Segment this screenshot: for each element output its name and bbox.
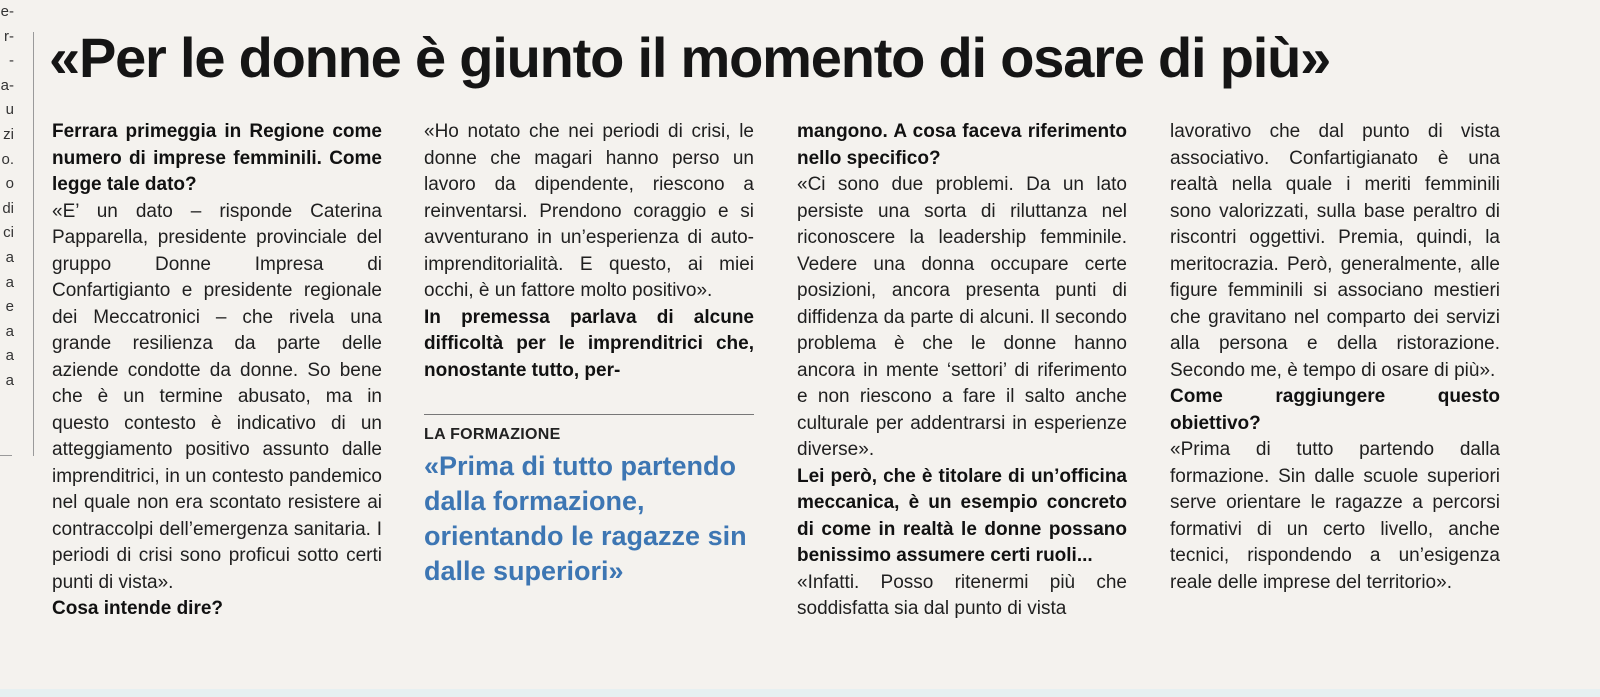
fragment-line: a — [5, 322, 14, 340]
interview-answer: «Infatti. Posso ritenermi più che soddisfatta sia dal punto di vista — [797, 571, 1127, 619]
interview-question: Lei però, che è titolare di un’officina meccanica, è un esempio concreto di come in realtà le donne possano benissimo assumere certi ruoli... — [797, 465, 1127, 566]
fragment-line: ci — [3, 224, 14, 242]
interview-question: Ferrara primeggia in Regione come numero di imprese femminili. Come legge tale dato? — [52, 121, 382, 195]
fragment-line: di — [2, 199, 14, 217]
article-column-4 — [1170, 119, 1500, 596]
interview-answer: «E’ un dato – risponde Caterina Papparella, presidente provinciale del gruppo Donne Impresa di Confartigianto e presidente regionale dei Meccatronici – che rivela una grande resilienza da parte delle aziende condotte da donne. So bene che è un termine abusato, ma in questo contesto è indicativo di un atteggiamento positivo assunto dalle imprenditrici, in un contesto pandemico nel quale non era scontato resistere ai contraccolpi dell’emergenza sanitaria. I periodi di crisi sono proficui sotto certi punti di vista». — [52, 200, 382, 593]
fragment-line: a — [5, 248, 14, 266]
page-bottom-edge — [0, 689, 1600, 697]
fragment-line: a — [5, 273, 14, 291]
pullquote-kicker: LA FORMAZIONE — [424, 426, 561, 443]
pullquote-text: «Prima di tutto partendo dalla formazione, orientando le ragazze sin dalle superiori» — [424, 451, 747, 586]
interview-question: mangono. A cosa faceva riferimento nello specifico? — [797, 121, 1127, 169]
interview-answer: «Ho notato che nei periodi di crisi, le donne che magari hanno perso un lavoro da dipendente, riescono a reinventarsi. Prendono coraggio e si avventurano in un’esperienza di auto-imprenditorialità. E questo, ai miei occhi, è un fattore molto positivo». — [424, 121, 754, 301]
interview-answer: «Prima di tutto partendo dalla formazione. Sin dalle scuole superiori serve orientare le ragazze a percorsi formativi di un certo livello, anche tecnici, rispondendo a un’esigenza reale delle imprese del territorio». — [1170, 439, 1500, 593]
fragment-line: e- — [0, 3, 14, 20]
fragment-line: - — [9, 52, 14, 70]
interview-question: In premessa parlava di alcune difficoltà per le imprenditrici che, nonostante tutto, per- — [424, 306, 754, 381]
fragment-line: zi — [3, 125, 14, 143]
headline: «Per le donne è giunto il momento di osare di più» — [49, 26, 1331, 89]
fragment-line: o — [5, 175, 14, 193]
interview-answer: lavorativo che dal punto di vista associativo. Confartigianato è una realtà nella quale i meriti femminili sono valorizzati, sulla base peraltro di riscontri oggettivi. Premia, quindi, la meritocrazia. Però, generalmente, alle figure femminili si associano mestieri che gravitano nel comparto dei servizi alla persona e della ristorazione. Secondo me, è tempo di osare di più». — [1170, 121, 1500, 381]
pullquote-top-rule — [424, 414, 754, 415]
interview-question: Cosa intende dire? — [52, 598, 224, 619]
fragment-line: r- — [4, 27, 14, 45]
pullquote-box — [424, 423, 754, 589]
article-column-2 — [424, 119, 754, 589]
interview-answer: «Ci sono due problemi. Da un lato persiste una sorta di riluttanza nel riconoscere la leadership femminile. Vedere una donna occupare certe posizioni, ancora presenta punti di diffidenza da parte di alcuni. Il secondo problema è che le donne hanno ancora in mente ‘settori’ di riferimento e non riescono a fare il salto anche culturale per addentrarsi in esperienze diverse». — [797, 174, 1127, 460]
fragment-line: a — [5, 347, 14, 365]
column-end-rule — [0, 455, 12, 456]
fragment-line: a- — [0, 76, 14, 94]
fragment-line: e — [5, 298, 14, 316]
article-column-1 — [52, 119, 382, 623]
fragment-line: a — [5, 371, 14, 389]
fragment-line: o. — [1, 150, 14, 168]
fragment-line: u — [5, 101, 14, 119]
left-column-fragment — [0, 0, 18, 420]
column-divider-rule — [33, 32, 34, 456]
interview-question: Come raggiungere questo obiettivo? — [1170, 386, 1500, 434]
article-column-3 — [797, 119, 1127, 623]
